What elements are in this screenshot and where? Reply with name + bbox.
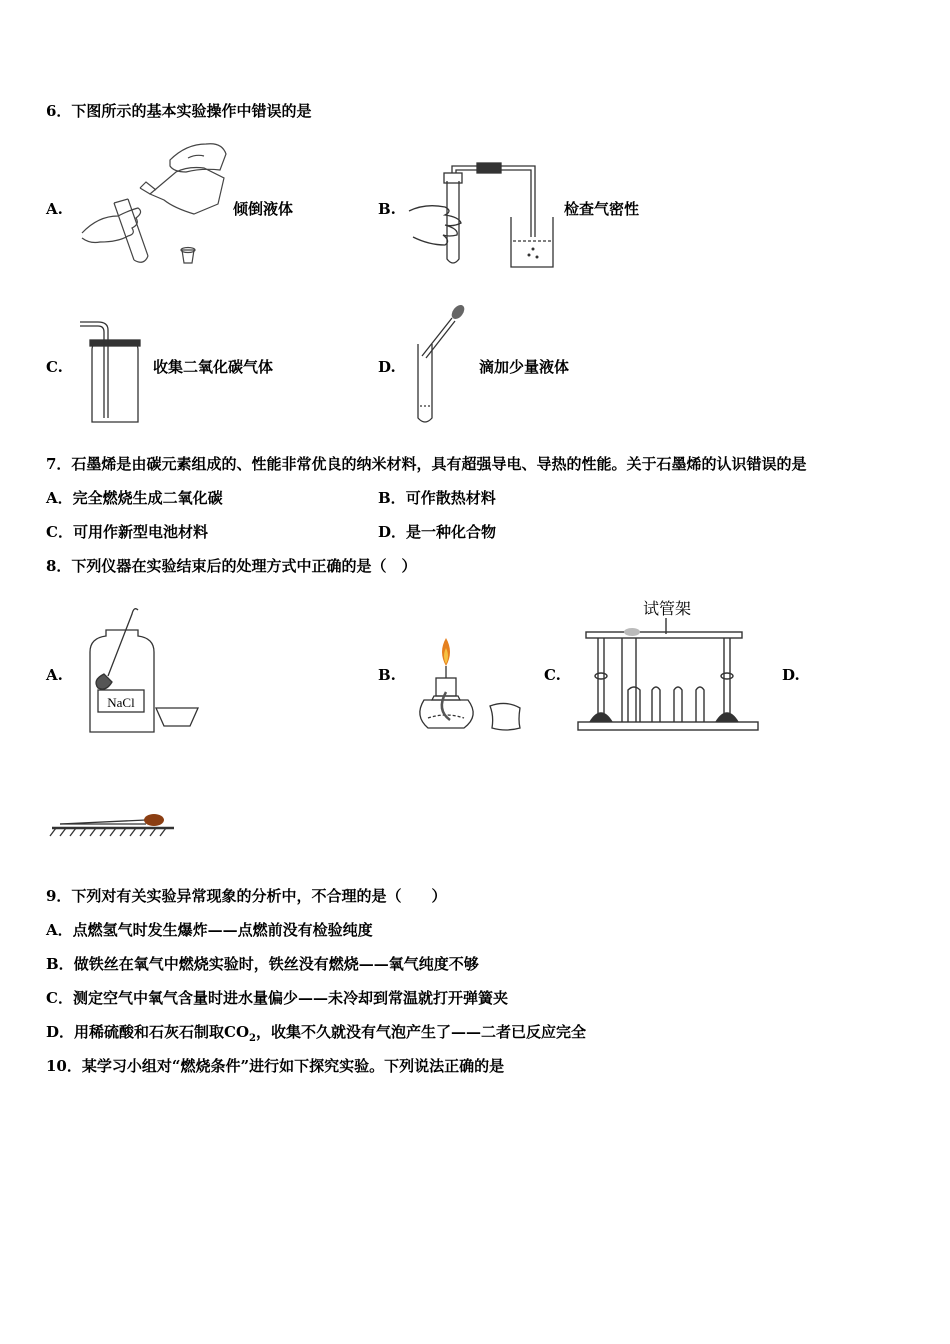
q7-option-c: [46, 522, 208, 542]
q7-option-d-letter: D．: [378, 523, 407, 541]
bottle-stopper-icon: [181, 248, 195, 264]
q9-option-b-text: 做铁丝在氧气中燃烧实验时，铁丝没有燃烧——氧气纯度不够: [73, 955, 479, 973]
q9-option-a-letter: A．: [46, 921, 73, 939]
q9-option-d-letter: D．: [46, 1023, 75, 1041]
q7-option-b-text: 可作散热材料: [405, 489, 496, 507]
test-tube-rack-label: 试管架: [643, 599, 692, 618]
alcohol-lamp-figure: [410, 630, 530, 734]
q7-option-b-letter: B．: [378, 489, 406, 507]
q7-option-a-letter: A．: [46, 489, 73, 507]
dropper-on-table-figure: [50, 808, 178, 838]
q6-option-c-letter: C.: [46, 358, 63, 376]
reagent-bottle-with-spoon-figure: [84, 604, 204, 736]
q8-option-c-letter: C.: [544, 666, 561, 684]
q8-option-a-letter: A.: [46, 666, 63, 684]
q9-option-b-letter: B．: [46, 955, 74, 973]
q7-option-d: [378, 522, 496, 542]
q9-option-d-text-before: 用稀硫酸和石灰石制取CO: [74, 1023, 250, 1041]
q9-option-a: [46, 920, 373, 940]
q9-option-c-letter: C．: [46, 989, 73, 1007]
q6-option-b-caption: 检查气密性: [564, 200, 640, 218]
q9-option-d-subscript: 2: [249, 1033, 256, 1044]
q6-option-a-caption: 倾倒液体: [233, 200, 294, 218]
gas-collection-bottle-figure: [78, 322, 148, 427]
q7-option-d-text: 是一种化合物: [406, 523, 497, 541]
q6-option-d-caption: 滴加少量液体: [479, 358, 570, 376]
q9-option-d-text-after: ，收集不久就没有气泡产生了——二者已反应完全: [256, 1023, 587, 1041]
airtightness-check-figure: [407, 163, 557, 273]
pouring-liquid-figure: [78, 138, 228, 270]
q9-option-a-text: 点燃氢气时发生爆炸——点燃前没有检验纯度: [72, 921, 373, 939]
q6-stem: 6．下图所示的基本实验操作中错误的是: [46, 102, 312, 120]
q7-option-a-text: 完全燃烧生成二氧化碳: [72, 489, 223, 507]
q8-option-b-letter: B.: [378, 666, 396, 684]
q6-option-c-caption: 收集二氧化碳气体: [153, 358, 274, 376]
q6-option-a-letter: A.: [46, 200, 63, 218]
q9-stem: 9．下列对有关实验异常现象的分析中，不合理的是（ ）: [46, 887, 447, 905]
q7-stem: 7．石墨烯是由碳元素组成的、性能非常优良的纳米材料，具有超强导电、导热的性能。关于石墨烯的认识错误的是: [46, 455, 807, 473]
nacl-bottle-label: NaCl: [107, 695, 135, 710]
q8-stem: 8．下列仪器在实验结束后的处理方式中正确的是（ ）: [46, 557, 417, 575]
q9-option-b: [46, 954, 479, 974]
q9-option-c-text: 测定空气中氧气含量时进水量偏少——未冷却到常温就打开弹簧夹: [72, 989, 508, 1007]
q8-option-d-letter: D.: [782, 666, 800, 684]
test-tube-rack-figure: [576, 618, 762, 732]
q7-option-a: [46, 488, 223, 508]
q9-option-d: [46, 1022, 586, 1049]
q6-option-b-letter: B.: [378, 200, 396, 218]
dropper-bulb-icon: [144, 814, 164, 826]
q10-stem: 10．某学习小组对“燃烧条件”进行如下探究实验。下列说法正确的是: [46, 1057, 505, 1075]
q9-option-c: [46, 988, 508, 1008]
q7-option-c-text: 可用作新型电池材料: [72, 523, 208, 541]
dropping-liquid-figure: [412, 302, 472, 427]
q7-option-c-letter: C．: [46, 523, 73, 541]
q7-option-b: [378, 488, 496, 508]
q6-option-d-letter: D.: [378, 358, 396, 376]
